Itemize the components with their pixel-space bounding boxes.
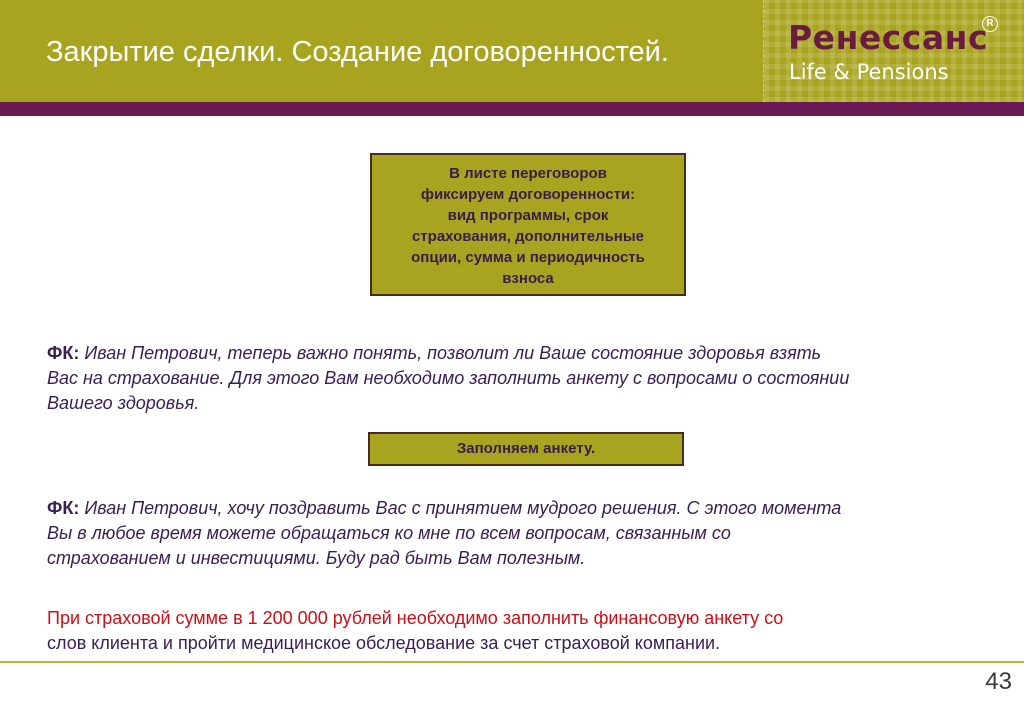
dialogue-congratulation	[47, 496, 987, 571]
note-text: слов клиента и пройти медицинское обследование за счет страховой компании.	[47, 633, 721, 653]
logo-brand: Ренессанс	[788, 18, 989, 57]
logo-subtitle: Life & Pensions	[789, 60, 949, 84]
speaker-label: ФК:	[47, 498, 80, 518]
agreements-line: вид программы, срок	[447, 207, 609, 224]
speaker-label: ФК:	[47, 343, 80, 363]
dialogue-text: Вашего здоровья.	[47, 393, 200, 413]
dialogue-text: Иван Петрович, хочу поздравить Вас с принятием мудрого решения. С этого момента	[79, 498, 842, 518]
header-divider	[0, 102, 1024, 116]
footer-divider	[0, 661, 1024, 663]
dialogue-text: Вы в любое время можете обращаться ко мне по всем вопросам, связанным со	[47, 523, 731, 543]
fill-form-label: Заполняем анкету.	[456, 440, 596, 457]
slide-title: Закрытие сделки. Создание договоренностей.	[46, 36, 669, 68]
agreements-line: опции, сумма и периодичность	[411, 249, 645, 266]
dialogue-health-question	[47, 341, 987, 416]
agreements-line: взноса	[502, 270, 554, 287]
agreements-box	[370, 153, 686, 296]
note-text: При страховой сумме в 1 200 000 рублей необходимо заполнить финансовую анкету со	[47, 608, 784, 628]
page-number: 43	[985, 668, 1012, 695]
agreements-line: страхования, дополнительные	[411, 228, 645, 245]
agreements-line: фиксируем договоренности:	[420, 186, 636, 203]
registered-mark-icon: R	[982, 16, 998, 32]
dialogue-text: Иван Петрович, теперь важно понять, позволит ли Ваше состояние здоровья взять	[79, 343, 822, 363]
financial-questionnaire-note	[47, 606, 987, 656]
fill-form-box	[368, 432, 684, 466]
dialogue-text: страхованием и инвестициями. Буду рад быть Вам полезным.	[47, 548, 586, 568]
agreements-line: В листе переговоров	[449, 165, 607, 182]
dialogue-text: Вас на страхование. Для этого Вам необходимо заполнить анкету с вопросами о состоянии	[47, 368, 850, 388]
